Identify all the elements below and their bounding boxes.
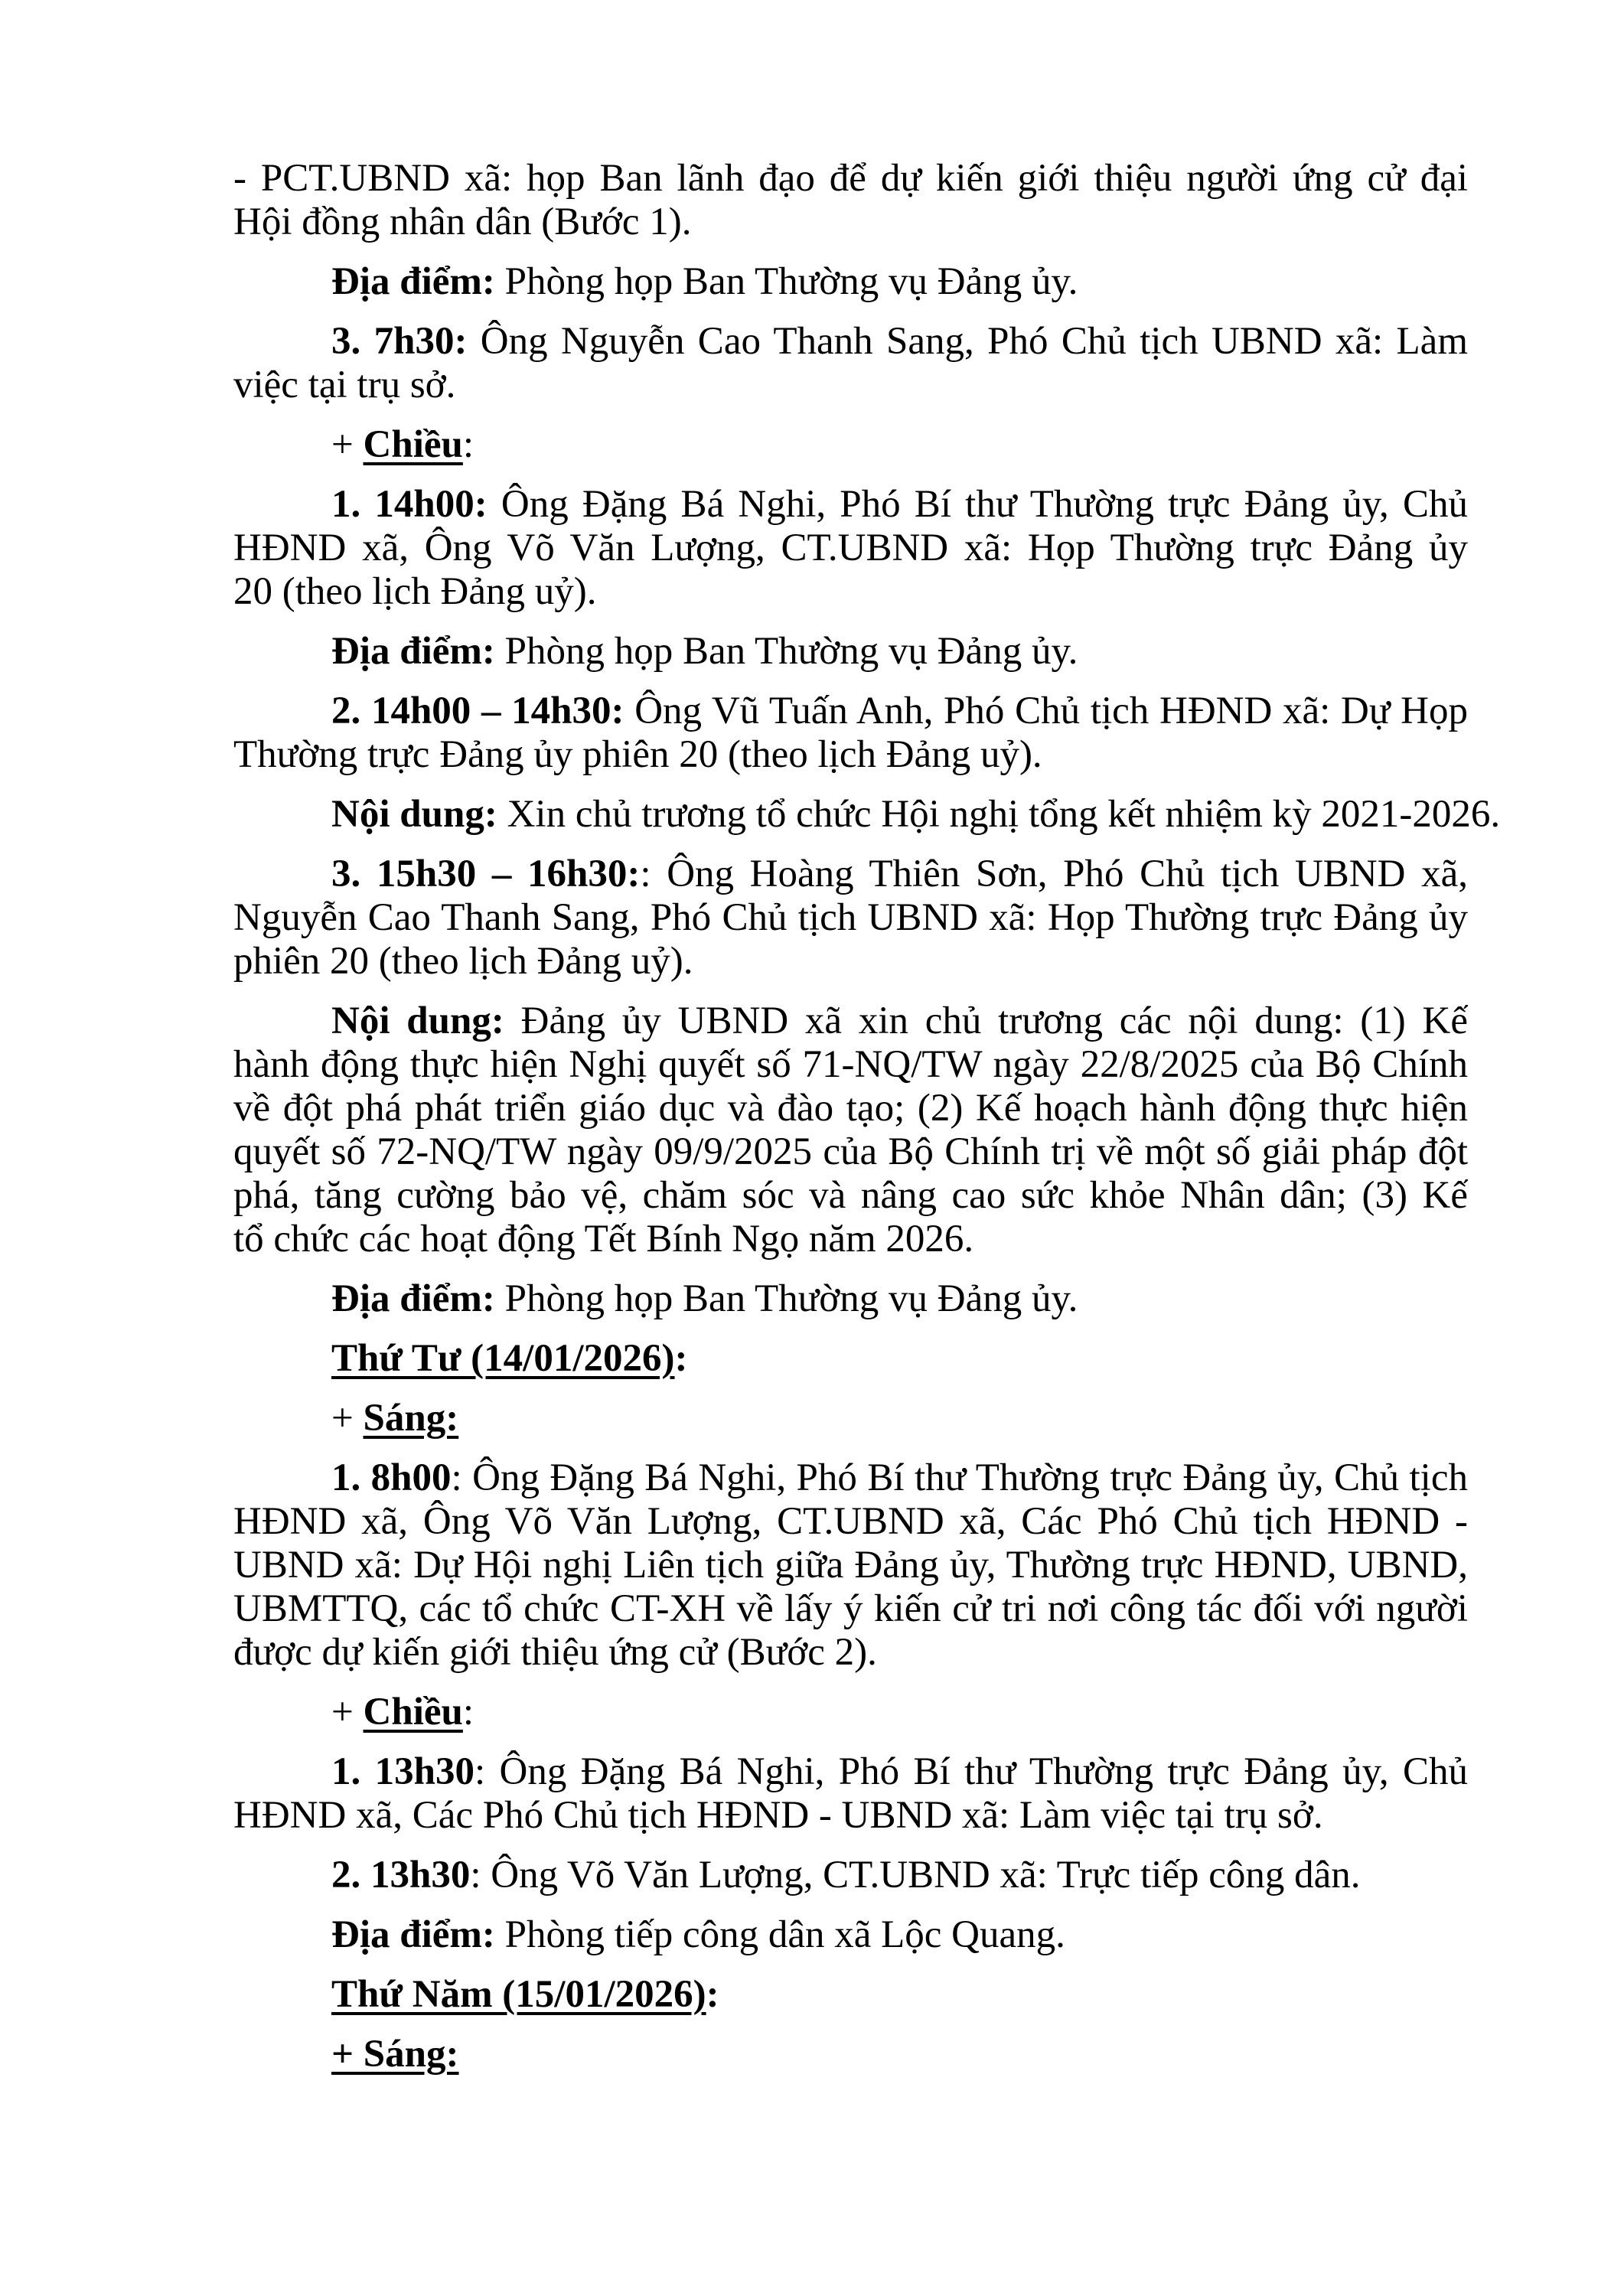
text-line (233, 1631, 1468, 1675)
text-line (233, 1500, 1468, 1544)
text-line (233, 1277, 1468, 1321)
body-text: UBND xã: Dự Hội nghị Liên tịch giữa Đảng ủy, Thường trực HĐND, UBND, (233, 1544, 1468, 1587)
paragraph-p6 (233, 630, 1468, 673)
body-text: Ông Đặng Bá Nghi, Phó Bí thư Thường trực Đảng ủy, Chủ (501, 483, 1468, 526)
body-text: Phòng họp Ban Thường vụ Đảng ủy. (494, 1277, 1078, 1320)
text-line (233, 1587, 1468, 1631)
label-text: 1. 8h00 (331, 1456, 452, 1499)
text-line (233, 690, 1468, 733)
text-line (233, 853, 1468, 896)
heading-text: Sáng: (363, 1397, 459, 1440)
text-line (233, 793, 1501, 837)
text-line (233, 2033, 1468, 2076)
text-line (233, 1130, 1468, 1174)
paragraph-p5 (233, 483, 1468, 614)
text-line (233, 423, 1468, 467)
body-text: Ông Nguyễn Cao Thanh Sang, Phó Chủ tịch UBND xã: Làm (467, 320, 1468, 363)
text-line (233, 1691, 1468, 1734)
body-text: Đảng ủy UBND xã xin chủ trương các nội dung: (1) Kế (520, 1000, 1468, 1042)
text-line (233, 1087, 1468, 1130)
paragraph-p1 (233, 157, 1468, 244)
body-text: Phòng tiếp công dân xã Lộc Quang. (494, 1913, 1065, 1956)
paragraph-p20 (233, 2033, 1468, 2076)
text-line (233, 320, 1468, 364)
paragraph-p7 (233, 690, 1468, 777)
paragraph-p2 (233, 260, 1468, 304)
paragraph-p19 (233, 1973, 1468, 2017)
text-line (233, 1794, 1468, 1838)
body-text: : Ông Hoàng Thiên Sơn, Phó Chủ tịch UBND xã, (640, 853, 1468, 895)
text-line (233, 630, 1468, 673)
text-line (233, 1000, 1468, 1043)
body-text: : (462, 1691, 474, 1733)
text-line (233, 157, 1468, 201)
heading-text: Thứ Tư (14/01/2026) (331, 1337, 675, 1380)
label-text: 1. 14h00: (331, 483, 488, 526)
heading-text: Thứ Năm (15/01/2026) (331, 1973, 706, 2016)
text-line (233, 364, 1468, 407)
body-text: UBMTTQ, các tổ chức CT-XH về lấy ý kiến cử tri nơi công tác đối với người (233, 1587, 1468, 1630)
paragraph-p9 (233, 853, 1468, 983)
paragraph-p14 (233, 1456, 1468, 1675)
label-text: Nội dung: (331, 793, 497, 836)
text-line (233, 570, 1468, 614)
text-line (233, 1750, 1468, 1794)
body-text: 20 (theo lịch Đảng uỷ). (233, 570, 597, 613)
body-text: Nguyễn Cao Thanh Sang, Phó Chủ tịch UBND xã: Họp Thường trực Đảng ủy (233, 896, 1468, 939)
paragraph-p18 (233, 1913, 1468, 1957)
document-body (233, 157, 1501, 2076)
body-text: Phòng họp Ban Thường vụ Đảng ủy. (494, 260, 1078, 303)
heading-text: + Sáng: (331, 2033, 459, 2076)
body-text: + (331, 1691, 364, 1733)
body-text: + (331, 1397, 364, 1440)
body-text: Phòng họp Ban Thường vụ Đảng ủy. (494, 630, 1078, 673)
body-text: HĐND xã, Các Phó Chủ tịch HĐND - UBND xã: Làm việc tại trụ sở. (233, 1794, 1323, 1837)
label-text: : (674, 1337, 688, 1380)
text-line (233, 1456, 1468, 1500)
body-text: + (331, 423, 364, 466)
paragraph-p11 (233, 1277, 1468, 1321)
paragraph-p12 (233, 1337, 1468, 1381)
label-text: 1. 13h30 (331, 1750, 474, 1793)
label-text: 3. 15h30 – 16h30: (331, 853, 641, 895)
body-text: Thường trực Đảng ủy phiên 20 (theo lịch Đảng uỷ). (233, 733, 1042, 776)
paragraph-p3 (233, 320, 1468, 407)
text-line (233, 1218, 1468, 1261)
text-line (233, 1043, 1468, 1087)
body-text: : Ông Đặng Bá Nghi, Phó Bí thư Thường trực Đảng ủy, Chủ tịch (451, 1456, 1468, 1499)
label-text: 2. 13h30 (331, 1854, 471, 1896)
body-text: việc tại trụ sở. (233, 364, 456, 406)
label-text: 3. 7h30: (331, 320, 468, 363)
body-text: : (462, 423, 474, 466)
paragraph-p15 (233, 1691, 1468, 1734)
body-text: Xin chủ trương tổ chức Hội nghị tổng kết nhiệm kỳ 2021-2026. (497, 793, 1501, 836)
body-text: Ông Vũ Tuấn Anh, Phó Chủ tịch HĐND xã: Dự Họp (624, 690, 1468, 732)
text-line (233, 483, 1468, 527)
text-line (233, 1397, 1468, 1440)
body-text: HĐND xã, Ông Võ Văn Lượng, CT.UBND xã, Các Phó Chủ tịch HĐND - (233, 1500, 1468, 1543)
label-text: 2. 14h00 – 14h30: (331, 690, 624, 732)
heading-text: Chiều (363, 423, 463, 466)
text-line (233, 1854, 1468, 1897)
text-line (233, 1544, 1468, 1587)
paragraph-p16 (233, 1750, 1468, 1838)
paragraph-p8 (233, 793, 1501, 837)
heading-text: Chiều (363, 1691, 463, 1733)
text-line (233, 1337, 1468, 1381)
body-text: : Ông Võ Văn Lượng, CT.UBND xã: Trực tiếp công dân. (470, 1854, 1361, 1896)
label-text: Địa điểm: (331, 1913, 495, 1956)
body-text: phá, tăng cường bảo vệ, chăm sóc và nâng cao sức khỏe Nhân dân; (3) Kế (233, 1174, 1468, 1217)
body-text: về đột phá phát triển giáo dục và đào tạo; (2) Kế hoạch hành động thực hiện (233, 1087, 1468, 1130)
text-line (233, 1174, 1468, 1218)
label-text: Địa điểm: (331, 260, 495, 303)
label-text: : (706, 1973, 719, 2016)
label-text: Địa điểm: (331, 1277, 495, 1320)
text-line (233, 1973, 1468, 2017)
body-text: tổ chức các hoạt động Tết Bính Ngọ năm 2026. (233, 1218, 974, 1261)
body-text: HĐND xã, Ông Võ Văn Lượng, CT.UBND xã: Họp Thường trực Đảng ủy (233, 527, 1468, 569)
body-text: Hội đồng nhân dân (Bước 1). (233, 201, 692, 243)
text-line (233, 201, 1468, 244)
body-text: hành động thực hiện Nghị quyết số 71-NQ/TW ngày 22/8/2025 của Bộ Chính (233, 1043, 1468, 1086)
paragraph-p17 (233, 1854, 1468, 1897)
body-text: quyết số 72-NQ/TW ngày 09/9/2025 của Bộ Chính trị về một số giải pháp đột (233, 1130, 1468, 1173)
paragraph-p13 (233, 1397, 1468, 1440)
paragraph-p4 (233, 423, 1468, 467)
text-line (233, 896, 1468, 940)
body-text: được dự kiến giới thiệu ứng cử (Bước 2). (233, 1631, 877, 1674)
body-text: : Ông Đặng Bá Nghi, Phó Bí thư Thường trực Đảng ủy, Chủ (474, 1750, 1468, 1793)
text-line (233, 940, 1468, 983)
text-line (233, 1913, 1468, 1957)
label-text: Nội dung: (331, 1000, 504, 1042)
text-line (233, 527, 1468, 570)
text-line (233, 733, 1468, 777)
body-text: - PCT.UBND xã: họp Ban lãnh đạo để dự kiến giới thiệu người ứng cử đại (233, 157, 1468, 200)
label-text: Địa điểm: (331, 630, 495, 673)
text-line (233, 260, 1468, 304)
paragraph-p10 (233, 1000, 1468, 1261)
body-text: phiên 20 (theo lịch Đảng uỷ). (233, 940, 693, 983)
